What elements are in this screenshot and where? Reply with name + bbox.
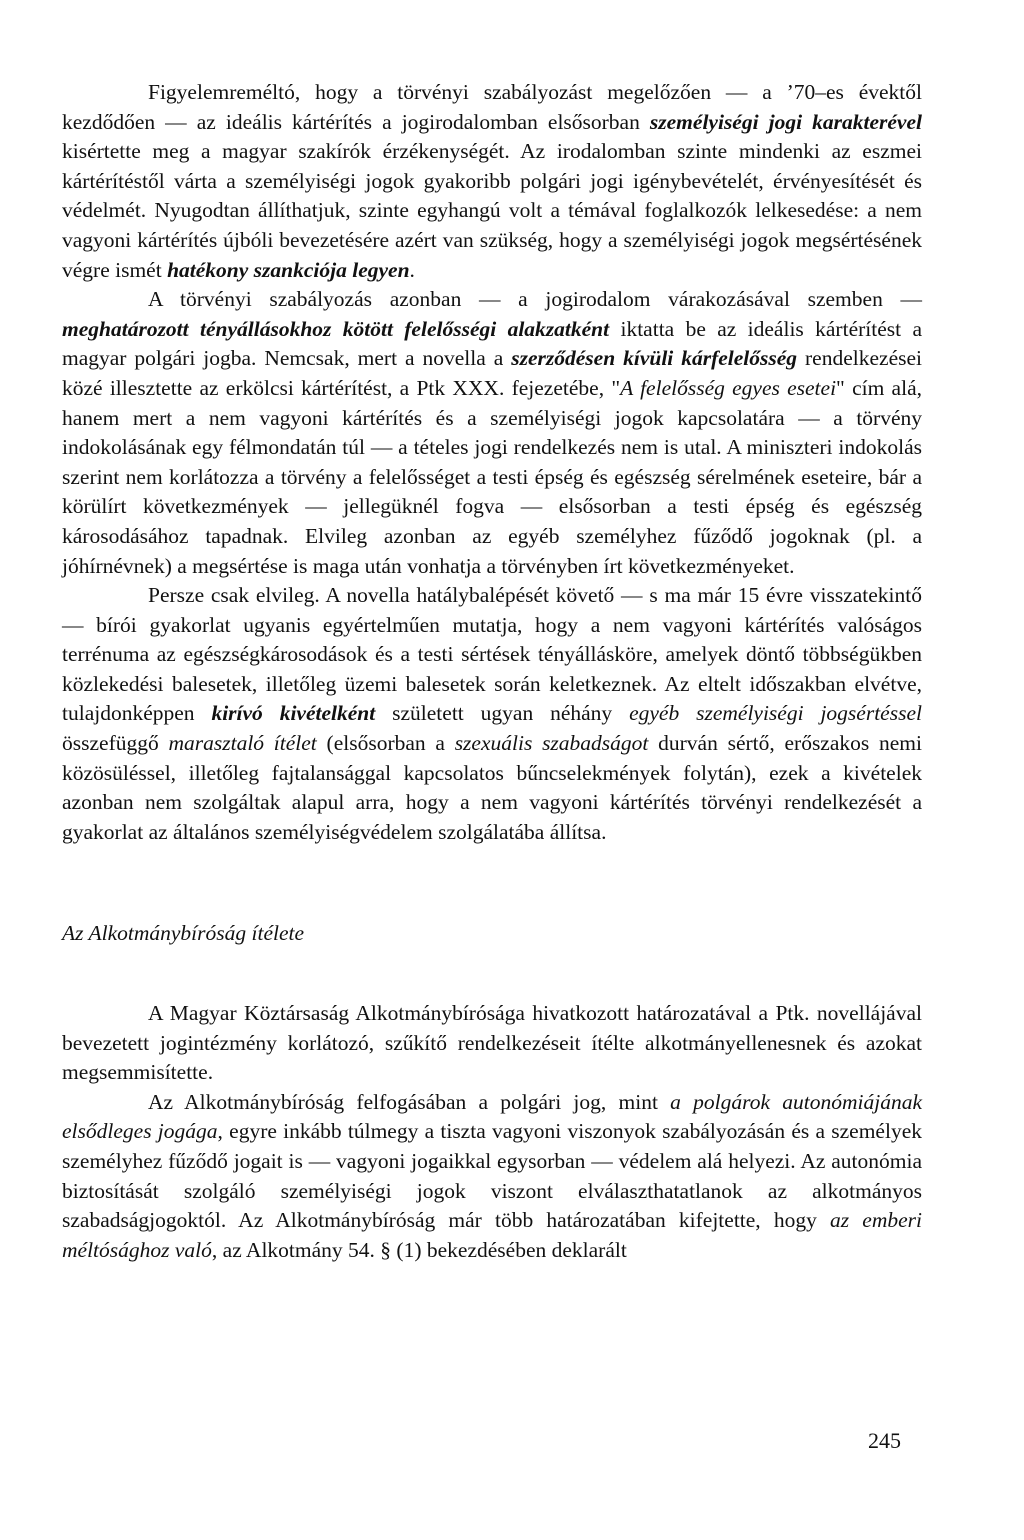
text-segment: , az Alkotmány 54. § (1) bekezdésében deklarált <box>211 1237 627 1262</box>
section-heading: Az Alkotmánybíróság ítélete <box>62 921 305 946</box>
section-body-text <box>62 999 922 1265</box>
text-segment: kisértette meg a magyar szakírók érzékenységét. Az irodalomban szinte mindenki az eszmei kártérítéstől várta a személyiségi jogok gyakoribb polgári jogi igénybevételét, érvényesítését és védelmét. Nyugodtan állíthatjuk, szinte egyhangú volt a témával foglalkozók lelkesedése: a nem vagyoni kártérítés újbóli bevezetésére azért van szükség, hogy a személyiségi jogok megsértésének végre ismét <box>62 139 922 282</box>
text-segment: Az Alkotmánybíróság felfogásában a polgári jog, mint <box>148 1089 671 1114</box>
text-segment: iktatta be az ideális kártérítést a magyar polgári jogba. Nemcsak, mert a novella a <box>62 316 923 371</box>
text-segment: rendelkezései közé illesztette az erkölcsi kártérítést, a Ptk XXX. fejezetébe, " <box>62 346 922 400</box>
text-segment: meghatározott tényállásokhoz kötött felelősségi alakzatként <box>62 316 610 341</box>
paragraph-p1 <box>62 78 922 285</box>
text-segment: Persze csak elvileg. A novella hatálybalépését követő — s ma már 15 évre visszatekintő — bírói gyakorlat ugyanis egyértelműen mutatja, hogy a nem vagyoni kártérítés valóságos terrénuma az egészségkárosodások és a testi sértések tényállásköre, amelyek döntő többségükben közlekedési balesetek, illetőleg üzemi balesetek során keletkeznek. Az eltelt időszakban elvétve, tulajdonképpen <box>62 583 922 726</box>
paragraph-p2 <box>62 285 922 581</box>
text-segment: az emberi méltósághoz való <box>62 1208 922 1262</box>
text-segment: személyiségi jogi karakterével <box>649 109 922 134</box>
text-segment: szerződésen kívüli kárfelelősség <box>511 346 798 371</box>
text-segment: összefüggő <box>62 731 169 756</box>
text-segment: (elsősorban a <box>316 731 455 756</box>
text-segment: egyéb személyiségi jogsértéssel <box>629 701 922 726</box>
text-segment: , egyre inkább túlmegy a tiszta vagyoni viszonyok szabályozásán és a személyek személyhez fűződő jogait is — vagyoni jogaikkal egysorban — védelem alá helyezi. Az autonómia biztosítását szolgáló személyiségi jogok viszont elválaszthatatlanok az alkotmányos szabadságjogoktól. Az Alkotmánybíróság már több határozatában kifejtette, hogy <box>62 1119 922 1233</box>
text-segment: " cím alá, hanem mert a nem vagyoni kártérítés és a személyiségi jogok kapcsolatára — a törvény indokolásának egy félmondatán túl — a tételes jogi rendelkezés nem is utal. A miniszteri indokolás szerint nem korlátozza a törvény a felelősséget a testi épség és egészség sérelmének eseteire, bár a körülírt következmények — jellegüknél fogva — elsősorban a testi épség és egészség károsodásához tapadnak. Elvileg azonban az egyéb személyhez fűződő jogoknak (pl. a jóhírnévnek) a megsértése is maga után vonhatja a törvényben írt következményeket. <box>62 375 922 578</box>
text-segment: Figyelemreméltó, hogy a törvényi szabályozást megelőzően — a ’70–es évektől kezdődően — az ideális kártérítés a jogirodalomban elsősorban <box>62 80 922 134</box>
paragraph-p5 <box>62 1088 922 1266</box>
text-segment: hatékony szankciója legyen <box>167 257 410 282</box>
text-segment: A törvényi szabályozás azonban — a jogirodalom várakozásával szemben — <box>148 287 922 312</box>
text-segment: a polgárok autonómiájának elsődleges jogága <box>62 1089 922 1144</box>
paragraph-p4 <box>62 999 922 1088</box>
text-segment: marasztaló ítélet <box>168 731 317 756</box>
body-text <box>62 78 922 847</box>
text-segment: . <box>409 257 415 282</box>
text-segment: született ugyan néhány <box>375 701 630 726</box>
paragraph-p3 <box>62 581 922 847</box>
text-segment: szexuális szabadságot <box>454 731 649 756</box>
text-segment: kirívó kivételként <box>211 701 376 726</box>
page-number: 245 <box>868 1428 901 1453</box>
text-segment: A Magyar Köztársaság Alkotmánybírósága hivatkozott határozatával a Ptk. novellájával bevezetett jogintézmény korlátozó, szűkítő rendelkezéseit ítélte alkotmányellenesnek és azokat megsemmisítette. <box>62 1001 922 1085</box>
text-segment: A felelősség egyes esetei <box>620 375 837 400</box>
document-page <box>62 78 922 1265</box>
text-segment: durván sértő, erőszakos nemi közösüléssel, illetőleg fajtalansággal kapcsolatos bűncselekmények folytán), ezek a kivételek azonban nem szolgáltak alapul arra, hogy a nem vagyoni kártérítés törvényi rendelkezését a gyakorlat az általános személyiségvédelem szolgálatába állítsa. <box>62 731 922 844</box>
